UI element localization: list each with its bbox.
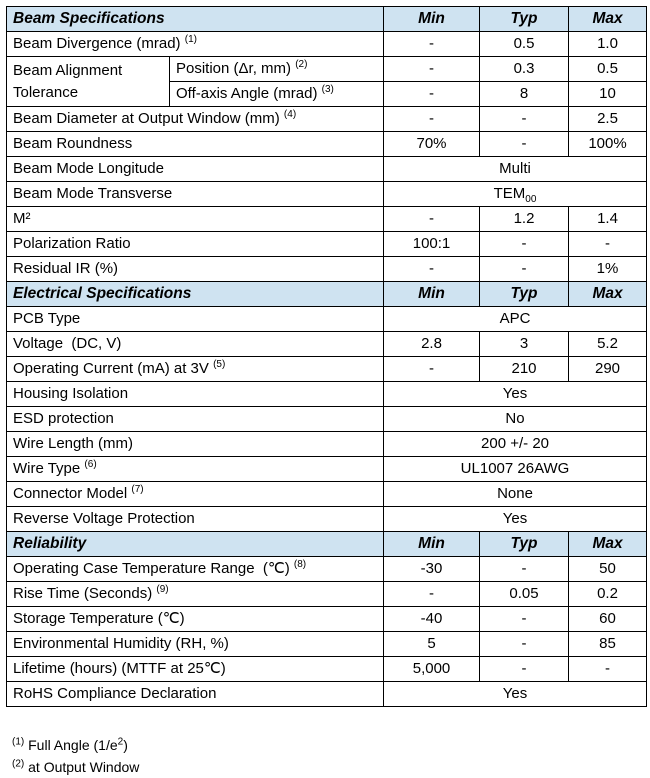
table-row [7, 632, 647, 657]
max-cell: 0.2 [569, 582, 647, 607]
table-row [7, 407, 647, 432]
alignment-group-label: Beam Alignment Tolerance [7, 57, 170, 107]
typ-cell: 1.2 [480, 207, 569, 232]
label-text: Off-axis Angle (mrad) [176, 85, 318, 102]
footnote-superscript: 2 [117, 736, 124, 748]
max-cell: 5.2 [569, 332, 647, 357]
row-label: Storage Temperature (℃) [7, 607, 384, 632]
min-cell: - [384, 357, 480, 382]
max-cell: 1.0 [569, 32, 647, 57]
table-row [7, 557, 647, 582]
row-label [7, 32, 384, 57]
footnote-mark: (1) [12, 736, 25, 748]
table-row [7, 432, 647, 457]
footnote-ref: (3) [321, 84, 334, 95]
row-label: Beam Mode Transverse [7, 182, 384, 207]
value-cell: Multi [384, 157, 647, 182]
value-cell: Yes [384, 682, 647, 707]
section-title: Reliability [7, 532, 384, 557]
row-label: ESD protection [7, 407, 384, 432]
table-row [7, 332, 647, 357]
typ-cell: 0.05 [480, 582, 569, 607]
row-label: M² [7, 207, 384, 232]
min-header: Min [384, 532, 480, 557]
min-cell: 5,000 [384, 657, 480, 682]
typ-cell: 210 [480, 357, 569, 382]
value-subscript: 00 [525, 194, 537, 205]
footnote-text-tail: ) [123, 737, 128, 753]
typ-cell: - [480, 557, 569, 582]
footnote-1 [12, 734, 139, 756]
row-label: Polarization Ratio [7, 232, 384, 257]
row-label [170, 57, 384, 82]
label-text: Beam Divergence (mrad) [13, 35, 181, 52]
table-row [7, 682, 647, 707]
footnote-mark: (2) [12, 758, 25, 770]
typ-header: Typ [480, 532, 569, 557]
typ-cell: - [480, 657, 569, 682]
min-cell: - [384, 82, 480, 107]
table-row [7, 607, 647, 632]
footnote-text: at Output Window [24, 759, 140, 775]
max-header: Max [569, 7, 647, 32]
value-cell: APC [384, 307, 647, 332]
max-cell: - [569, 657, 647, 682]
max-cell: 1.4 [569, 207, 647, 232]
typ-cell: - [480, 107, 569, 132]
min-cell: 5 [384, 632, 480, 657]
footnote-ref: (9) [156, 584, 169, 595]
min-cell: -40 [384, 607, 480, 632]
min-cell: 70% [384, 132, 480, 157]
electrical-section-header [7, 282, 647, 307]
section-title: Beam Specifications [7, 7, 384, 32]
max-header: Max [569, 532, 647, 557]
min-cell: - [384, 57, 480, 82]
value-cell: No [384, 407, 647, 432]
table-row [7, 457, 647, 482]
min-header: Min [384, 7, 480, 32]
table-row [7, 132, 647, 157]
max-cell: 50 [569, 557, 647, 582]
row-label [7, 482, 384, 507]
footnote-text: Full Angle (1/e [24, 737, 118, 753]
row-label [7, 582, 384, 607]
table-row [7, 232, 647, 257]
max-cell: 1% [569, 257, 647, 282]
value-cell [384, 182, 647, 207]
footnote-ref: (6) [84, 459, 97, 470]
footnote-ref: (8) [293, 559, 307, 570]
reliability-section-header [7, 532, 647, 557]
table-row [7, 657, 647, 682]
max-cell: 0.5 [569, 57, 647, 82]
typ-cell: - [480, 632, 569, 657]
row-label: Wire Length (mm) [7, 432, 384, 457]
beam-section-header [7, 7, 647, 32]
typ-header: Typ [480, 282, 569, 307]
max-cell: - [569, 232, 647, 257]
row-label: Beam Roundness [7, 132, 384, 157]
label-text: Operating Current (mA) at 3V [13, 360, 209, 377]
typ-cell: 0.5 [480, 32, 569, 57]
row-label [7, 107, 384, 132]
row-label: Voltage (DC, V) [7, 332, 384, 357]
label-text: Rise Time (Seconds) [13, 585, 153, 602]
min-cell: - [384, 207, 480, 232]
label-text: Wire Type [13, 460, 81, 477]
max-cell: 100% [569, 132, 647, 157]
footnote-ref: (1) [184, 34, 197, 45]
row-label [7, 457, 384, 482]
footnote-ref: (5) [213, 359, 226, 370]
footnote-ref: (4) [283, 109, 297, 120]
value-cell: Yes [384, 507, 647, 532]
table-row [7, 107, 647, 132]
footnote-ref: (2) [295, 59, 308, 70]
typ-cell: - [480, 232, 569, 257]
table-row [7, 157, 647, 182]
row-label: PCB Type [7, 307, 384, 332]
max-cell: 85 [569, 632, 647, 657]
table-row [7, 257, 647, 282]
max-cell: 10 [569, 82, 647, 107]
typ-cell: 0.3 [480, 57, 569, 82]
row-label: Beam Mode Longitude [7, 157, 384, 182]
typ-cell: - [480, 607, 569, 632]
value-cell: 200 +/- 20 [384, 432, 647, 457]
table-row [7, 307, 647, 332]
value-cell: None [384, 482, 647, 507]
min-header: Min [384, 282, 480, 307]
table-row [7, 57, 647, 82]
max-cell: 290 [569, 357, 647, 382]
value-text: TEM [493, 185, 526, 202]
typ-cell: - [480, 257, 569, 282]
max-header: Max [569, 282, 647, 307]
table-row [7, 382, 647, 407]
row-label [170, 82, 384, 107]
row-label [7, 557, 384, 582]
value-cell: UL1007 26AWG [384, 457, 647, 482]
table-row [7, 582, 647, 607]
label-text: Connector Model [13, 485, 128, 502]
min-cell: 2.8 [384, 332, 480, 357]
min-cell: 100:1 [384, 232, 480, 257]
table-row [7, 32, 647, 57]
min-cell: - [384, 32, 480, 57]
min-cell: -30 [384, 557, 480, 582]
label-text: Position (Δr, mm) [176, 60, 292, 77]
row-label: Environmental Humidity (RH, %) [7, 632, 384, 657]
row-label: Residual IR (%) [7, 257, 384, 282]
row-label [7, 357, 384, 382]
section-title: Electrical Specifications [7, 282, 384, 307]
specifications-table [6, 6, 647, 707]
typ-cell: 3 [480, 332, 569, 357]
value-cell: Yes [384, 382, 647, 407]
row-label: Reverse Voltage Protection [7, 507, 384, 532]
max-cell: 60 [569, 607, 647, 632]
min-cell: - [384, 257, 480, 282]
row-label: Lifetime (hours) (MTTF at 25℃) [7, 657, 384, 682]
row-label: RoHS Compliance Declaration [7, 682, 384, 707]
typ-cell: 8 [480, 82, 569, 107]
max-cell: 2.5 [569, 107, 647, 132]
table-row [7, 207, 647, 232]
typ-header: Typ [480, 7, 569, 32]
typ-cell: - [480, 132, 569, 157]
footnote-ref: (7) [131, 484, 144, 495]
table-row [7, 482, 647, 507]
table-row [7, 182, 647, 207]
min-cell: - [384, 582, 480, 607]
table-row [7, 507, 647, 532]
label-text: Beam Diameter at Output Window (mm) [13, 110, 280, 127]
footnotes [12, 734, 139, 778]
label-text: Operating Case Temperature Range (℃) [13, 560, 290, 577]
footnote-2 [12, 756, 139, 778]
table-row [7, 357, 647, 382]
min-cell: - [384, 107, 480, 132]
row-label: Housing Isolation [7, 382, 384, 407]
